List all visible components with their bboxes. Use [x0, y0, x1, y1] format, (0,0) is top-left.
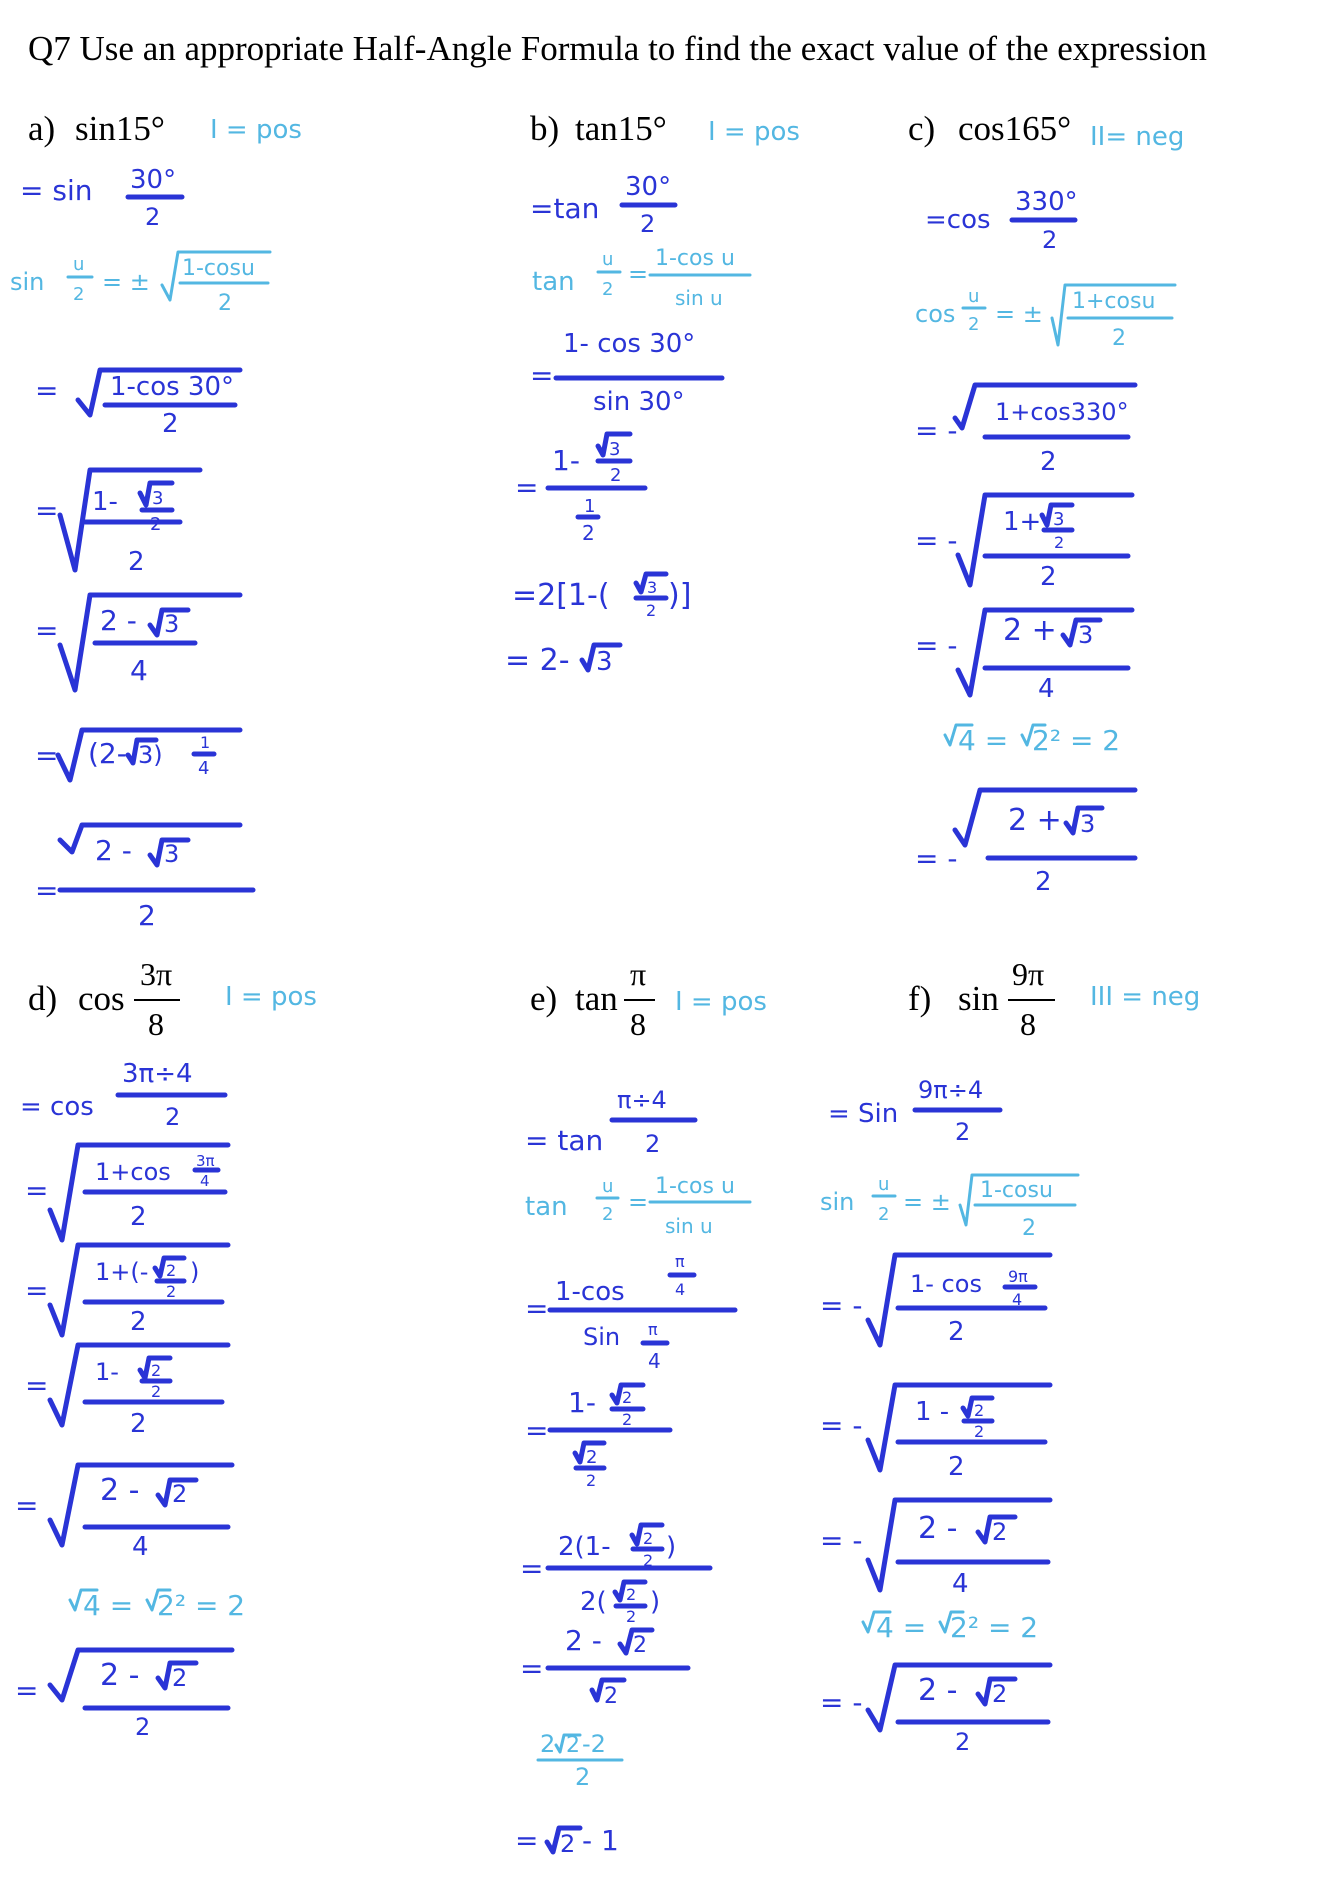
svg-text:=: = — [628, 260, 649, 288]
svg-text:2: 2 — [586, 1447, 598, 1468]
svg-text:2: 2 — [640, 210, 656, 238]
a-formula-fn: sin — [10, 268, 45, 296]
c-formula-fn: cos — [915, 300, 956, 328]
svg-text:3: 3 — [647, 578, 658, 597]
e-step-3-num: 2(1- — [558, 1532, 611, 1562]
svg-text:2: 2 — [1054, 533, 1065, 552]
svg-text:2: 2 — [955, 1118, 971, 1146]
svg-text:2: 2 — [218, 291, 232, 316]
svg-text:4: 4 — [130, 654, 148, 687]
a-step-0-den: 2 — [145, 203, 161, 231]
svg-text:2: 2 — [878, 1204, 890, 1225]
svg-text:330°: 330° — [1015, 187, 1078, 217]
part-e — [515, 956, 767, 1858]
e-formula-num: 1-cos u — [655, 1174, 735, 1199]
svg-text:u: u — [602, 249, 614, 270]
svg-text:2: 2 — [626, 1585, 637, 1604]
d-step-5-num: 2 - — [100, 1658, 140, 1693]
svg-text:2: 2 — [130, 1409, 147, 1439]
svg-text:4: 4 — [952, 1569, 969, 1599]
svg-text:3: 3 — [1080, 810, 1096, 838]
svg-text:2: 2 — [128, 547, 145, 577]
svg-text:u: u — [968, 286, 980, 307]
e-step-3-den: 2( — [580, 1587, 607, 1617]
svg-text:u: u — [602, 1176, 614, 1197]
svg-text:=: = — [525, 1292, 549, 1325]
svg-text:8: 8 — [148, 1006, 164, 1042]
svg-text:2: 2 — [968, 314, 980, 335]
svg-text:2: 2 — [150, 514, 162, 535]
part-d-quadrant-note: I = pos — [225, 982, 317, 1012]
svg-text:π: π — [630, 956, 647, 992]
svg-text:9π÷4: 9π÷4 — [918, 1076, 984, 1104]
svg-text:=: = — [35, 374, 59, 407]
svg-text:3π: 3π — [196, 1152, 215, 1170]
svg-text:3): 3) — [138, 741, 163, 769]
e-step-5-num: 2 — [540, 1730, 556, 1758]
svg-text:π÷4: π÷4 — [617, 1086, 667, 1114]
part-a — [10, 109, 302, 932]
part-b — [505, 109, 800, 678]
svg-text:1: 1 — [584, 496, 596, 517]
part-e-expression: tan — [575, 979, 618, 1018]
svg-text:2: 2 — [130, 1202, 147, 1232]
e-step-1-num: 1-cos — [555, 1277, 625, 1307]
svg-text:4: 4 — [675, 1280, 686, 1299]
a-step-3-num: 2 - — [100, 604, 137, 637]
svg-text:4: 4 — [200, 1172, 210, 1190]
a-step-2-num: 1- — [92, 487, 118, 517]
part-f-quadrant-note: III = neg — [1090, 982, 1201, 1012]
svg-text:2: 2 — [948, 1452, 965, 1482]
e-step-0: = tan — [525, 1124, 604, 1157]
svg-text:9π: 9π — [1012, 956, 1045, 992]
svg-text:= ±: = ± — [995, 300, 1043, 328]
svg-text:8: 8 — [1020, 1006, 1036, 1042]
part-a-quadrant-note: I = pos — [210, 115, 302, 145]
a-step-0: = sin — [20, 174, 93, 207]
c-root-note: 4 = — [958, 724, 1009, 757]
svg-text:= -: = - — [820, 1524, 863, 1557]
c-formula-num: 1+cosu — [1072, 289, 1156, 314]
svg-text:9π: 9π — [1008, 1267, 1028, 1286]
svg-text:= -: = - — [820, 1289, 863, 1322]
svg-text:3: 3 — [152, 488, 164, 509]
svg-text:2: 2 — [166, 1282, 177, 1301]
svg-text:π: π — [648, 1320, 658, 1339]
f-step-5-num: 2 - — [918, 1673, 958, 1708]
svg-text:2: 2 — [974, 1401, 985, 1420]
svg-text:2: 2 — [604, 1684, 618, 1709]
part-b-expression: tan15° — [575, 109, 667, 148]
b-step-4: = 2- — [505, 643, 570, 678]
b-formula-fn: tan — [532, 267, 575, 297]
svg-text:=: = — [520, 1552, 544, 1585]
svg-text:8: 8 — [630, 1006, 646, 1042]
svg-text:=: = — [35, 614, 59, 647]
svg-text:2: 2 — [566, 1733, 580, 1758]
svg-text:=: = — [35, 874, 59, 907]
svg-text:2: 2 — [586, 1471, 597, 1490]
svg-text:2² = 2: 2² = 2 — [157, 1589, 246, 1622]
svg-text:2: 2 — [992, 1680, 1008, 1708]
svg-text:2: 2 — [575, 1763, 591, 1791]
svg-text:2: 2 — [643, 1551, 654, 1570]
svg-text:2: 2 — [643, 1529, 654, 1548]
b-formula-num: 1-cos u — [655, 246, 735, 271]
svg-text:= ±: = ± — [903, 1188, 951, 1216]
c-step-5-num: 2 + — [1008, 803, 1062, 838]
part-c-expression: cos165° — [958, 109, 1072, 148]
f-step-1-num: 1- cos — [910, 1270, 982, 1298]
svg-text:= -: = - — [820, 1409, 863, 1442]
question-title: Q7 Use an appropriate Half-Angle Formula to find the exact value of the expression — [28, 29, 1207, 68]
svg-text:)]: )] — [668, 578, 692, 613]
c-step-1-num: 1+cos330° — [995, 398, 1129, 426]
d-step-3-num: 1- — [95, 1358, 119, 1386]
svg-text:2: 2 — [645, 1130, 661, 1158]
svg-text:2: 2 — [73, 284, 85, 305]
svg-text:2: 2 — [1022, 1216, 1036, 1241]
f-formula-fn: sin — [820, 1188, 855, 1216]
svg-text:2: 2 — [582, 521, 595, 545]
svg-text:2: 2 — [622, 1388, 633, 1407]
f-step-3-num: 2 - — [918, 1511, 958, 1546]
svg-text:u: u — [73, 254, 85, 275]
e-step-2-num: 1- — [568, 1386, 596, 1419]
part-d-expression: cos — [78, 979, 125, 1018]
part-a-expression: sin15° — [75, 109, 165, 148]
d-step-4-num: 2 - — [100, 1473, 140, 1508]
svg-text:4: 4 — [132, 1532, 149, 1562]
part-f-expression: sin — [958, 979, 999, 1018]
a-formula-num: 1-cosu — [182, 256, 255, 281]
part-b-label: b) — [530, 109, 560, 148]
svg-text:2: 2 — [162, 409, 179, 439]
svg-text:2: 2 — [955, 1728, 971, 1756]
a-step-0-num: 30° — [130, 165, 177, 195]
e-formula-fn: tan — [525, 1192, 568, 1222]
svg-text:- 1: - 1 — [582, 1824, 619, 1857]
svg-text:2: 2 — [622, 1410, 633, 1429]
b-step-0: =tan — [530, 192, 600, 225]
svg-text:= ±: = ± — [102, 268, 150, 296]
svg-text:1: 1 — [200, 733, 211, 752]
svg-text:3: 3 — [164, 840, 180, 868]
b-step-2-num: 1- — [552, 444, 580, 477]
c-step-3-num: 2 + — [1003, 613, 1057, 648]
part-d — [15, 956, 317, 1741]
f-step-2-num: 1 - — [915, 1397, 950, 1427]
svg-text:2² = 2: 2² = 2 — [950, 1611, 1039, 1644]
part-c-quadrant-note: II= neg — [1090, 122, 1185, 152]
b-step-1-den: sin 30° — [593, 387, 685, 417]
svg-text:2: 2 — [1040, 447, 1057, 477]
svg-text:2: 2 — [626, 1607, 637, 1626]
svg-text:2: 2 — [646, 601, 657, 620]
svg-text:=: = — [628, 1188, 649, 1216]
svg-text:2: 2 — [948, 1317, 965, 1347]
e-final: = — [515, 1824, 539, 1857]
part-c-label: c) — [908, 109, 936, 148]
svg-text:= -: = - — [915, 629, 958, 662]
svg-text:4: 4 — [648, 1349, 661, 1373]
svg-text:=: = — [15, 1674, 39, 1707]
svg-text:2: 2 — [1042, 226, 1058, 254]
svg-text:2: 2 — [1112, 326, 1126, 351]
b-step-3: =2[1-( — [512, 578, 610, 613]
svg-text:30°: 30° — [625, 172, 672, 202]
svg-text:= -: = - — [915, 524, 958, 557]
svg-text:=: = — [525, 1414, 549, 1447]
svg-text:=: = — [35, 739, 59, 772]
svg-text:2: 2 — [172, 1664, 188, 1692]
part-e-label: e) — [530, 979, 558, 1018]
svg-text:=: = — [35, 494, 59, 527]
svg-text:sin u: sin u — [675, 286, 723, 310]
svg-text:-2: -2 — [582, 1730, 606, 1758]
svg-text:2: 2 — [151, 1361, 162, 1380]
f-formula-num: 1-cosu — [980, 1178, 1053, 1203]
svg-text:2: 2 — [172, 1480, 188, 1508]
part-c — [908, 109, 1184, 897]
svg-text:2: 2 — [602, 279, 614, 300]
svg-text:3π: 3π — [140, 956, 173, 992]
svg-text:u: u — [878, 1174, 890, 1195]
svg-text:=: = — [25, 1174, 49, 1207]
svg-text:2: 2 — [130, 1307, 147, 1337]
svg-text:=: = — [515, 471, 539, 504]
a-step-4: (2- — [88, 737, 127, 770]
svg-text:2: 2 — [610, 465, 622, 486]
svg-text:3: 3 — [596, 647, 613, 677]
part-f-label: f) — [908, 979, 932, 1018]
svg-text:2: 2 — [633, 1633, 647, 1658]
svg-text:2: 2 — [1040, 562, 1057, 592]
svg-text:=: = — [25, 1274, 49, 1307]
d-root-note: 4 = — [83, 1589, 134, 1622]
svg-text:2: 2 — [560, 1830, 576, 1858]
e-step-1-den: Sin — [583, 1323, 621, 1351]
svg-text:2: 2 — [135, 1713, 151, 1741]
part-d-label: d) — [28, 979, 58, 1018]
svg-text:2: 2 — [165, 1103, 181, 1131]
part-e-quadrant-note: I = pos — [675, 987, 767, 1017]
c-step-0: =cos — [925, 205, 991, 235]
svg-text:=: = — [520, 1652, 544, 1685]
d-step-0: = cos — [20, 1092, 94, 1122]
svg-text:4: 4 — [1012, 1290, 1023, 1309]
svg-text:4: 4 — [198, 758, 210, 779]
a-step-5-num: 2 - — [95, 834, 132, 867]
svg-text:3π÷4: 3π÷4 — [122, 1059, 193, 1089]
svg-text:3: 3 — [1078, 621, 1094, 649]
d-step-2-num: 1+(- — [95, 1258, 149, 1286]
part-a-label: a) — [28, 109, 56, 148]
svg-text:2: 2 — [138, 899, 156, 932]
a-step-1-num: 1-cos 30° — [110, 372, 235, 402]
e-step-4-num: 2 - — [565, 1624, 602, 1657]
d-step-1-num: 1+cos — [95, 1158, 171, 1186]
svg-text:3: 3 — [1053, 509, 1065, 530]
svg-text:): ) — [190, 1258, 200, 1286]
svg-text:2: 2 — [1035, 867, 1052, 897]
svg-text:=: = — [15, 1489, 39, 1522]
svg-text:2: 2 — [151, 1382, 162, 1401]
svg-text:= -: = - — [915, 842, 958, 875]
part-b-quadrant-note: I = pos — [708, 117, 800, 147]
f-root-note: 4 = — [876, 1611, 927, 1644]
c-step-2-num: 1+ — [1003, 507, 1042, 537]
part-f — [820, 956, 1200, 1756]
svg-text:= -: = - — [915, 414, 958, 447]
svg-text:2: 2 — [602, 1204, 614, 1225]
svg-text:2² = 2: 2² = 2 — [1032, 724, 1121, 757]
svg-text:=: = — [25, 1369, 49, 1402]
f-step-0: = Sin — [828, 1099, 899, 1129]
b-step-1-num: 1- cos 30° — [563, 329, 696, 359]
svg-text:π: π — [675, 1252, 685, 1271]
svg-text:= -: = - — [820, 1686, 863, 1719]
svg-text:2: 2 — [166, 1261, 177, 1280]
svg-text:4: 4 — [1038, 674, 1055, 704]
svg-text:=: = — [530, 359, 554, 392]
svg-text:sin u: sin u — [665, 1214, 713, 1238]
svg-text:3: 3 — [164, 610, 180, 638]
svg-text:): ) — [650, 1587, 661, 1617]
svg-text:2: 2 — [974, 1422, 985, 1441]
svg-text:2: 2 — [992, 1518, 1008, 1546]
svg-text:3: 3 — [609, 439, 621, 460]
svg-text:): ) — [666, 1532, 677, 1562]
